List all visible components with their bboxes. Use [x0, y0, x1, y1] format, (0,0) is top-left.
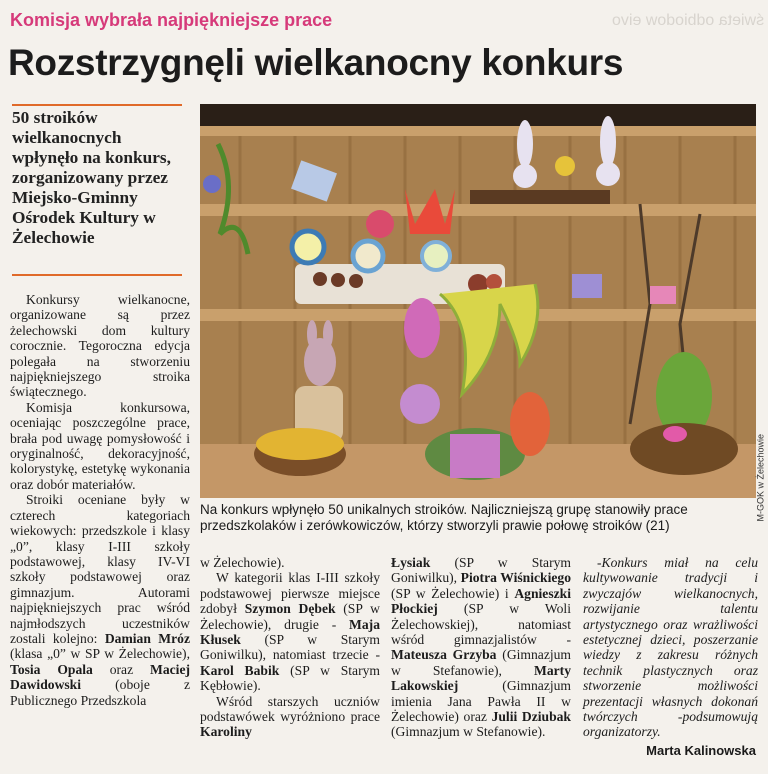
- photo-credit: M-GOK w Żelechowie: [756, 434, 766, 522]
- winner-name: Karol Babik: [200, 662, 280, 678]
- lead: 50 stroików wielkanocnych wpłynęło na konkurs, zorganizowany przez Miejsko-Gminny Ośrodek Kultury w Żelechowie: [12, 108, 171, 247]
- paragraph: Komisja konkursowa, oceniając poszczególne prace, brała pod uwagę pomysłowość i oryginalność, dekoracyjność, kolorystykę, estetykę wykonania oraz dobór materiałów.: [10, 399, 190, 492]
- winner-name: Agnieszki Płockiej: [391, 585, 571, 617]
- winner-name: Damian Mróz: [104, 630, 190, 646]
- winner-name: Tosia Opala: [10, 661, 93, 677]
- paragraph: w Żelechowie).: [200, 555, 285, 570]
- headline: Rozstrzygnęli wielkanocny konkurs: [8, 42, 624, 83]
- winner-name: Maja Kłusek: [200, 616, 380, 648]
- article-column-1: [10, 292, 190, 708]
- winner-name: Szymon Dębek: [244, 601, 336, 617]
- lead-rule-top: [12, 104, 182, 106]
- winner-name: Piotra Wiśnickiego: [460, 570, 571, 586]
- article-column-4: [583, 555, 758, 740]
- quote-paragraph: -Konkurs miał na celu kultywowanie tradycji i zwyczajów wielkanocnych, rozwijanie talentu artystycznego oraz wrażliwości estetycznej dzieci, poszerzanie wiedzy z zakresu różnych technik plastycznych oraz stworzenie możliwości prezentacji własnych dokonań twórczych -podsumowują organizatorzy.: [583, 555, 758, 740]
- easter-decorations-photo: [200, 104, 756, 498]
- bleed-through-text: świeta odbiodow eivo: [611, 12, 764, 29]
- winner-name: Łysiak: [391, 555, 431, 570]
- photo-caption: Na konkurs wpłynęło 50 unikalnych stroików. Najliczniejszą grupę stanowiły prace przedszkolaków i zerówkowiczów, którzy stworzyli prawie połowę stroików (21): [200, 502, 688, 533]
- winner-name: Maciej Dawidowski: [10, 661, 190, 693]
- paragraph: Wśród starszych uczniów podstawówek wyróżniono prace Karoliny: [200, 693, 380, 740]
- paragraph: Konkursy wielkanocne, organizowane są przez żelechowski dom kultury corocznie. Tegoroczna edycja polegała na stworzeniu najpiękniejszego stroika świątecznego.: [10, 292, 190, 400]
- kicker: Komisja wybrała najpiękniejsze prace: [10, 10, 333, 30]
- paragraph: Stroiki oceniane były w czterech kategoriach wiekowych: przedszkole i klasy „0”, klasy I-III szkoły podstawowej, klasy IV-VI szkoły podstawowej oraz gimnazjum. Autorami najpiękniejszych prac wśród najmłodszych uczestników zostali kolejno: Damian Mróz (klasa „0” w SP w Żelechowie), Tosia Opala oraz Maciej Dawidowski (oboje z Publicznego Przedszkola: [10, 492, 190, 708]
- winner-name: Mateusza Grzyba: [391, 647, 497, 663]
- author-byline: Marta Kalinowska: [646, 743, 756, 758]
- winner-name: Marty Lakowskiej: [391, 662, 571, 694]
- lead-rule-bottom: [12, 274, 182, 276]
- winner-name: Julii Dziubak: [491, 709, 571, 725]
- article-column-2: [200, 555, 380, 740]
- paragraph: Łysiak (SP w Starym Goniwilku), Piotra Wiśnickiego (SP w Żelechowie) i Agnieszki Płockiej (SP w Woli Żelechowskiej), natomiast wśród gimnazjalistów - Mateusza Grzyba (Gimnazjum w Stefanowie), Marty Lakowskiej (Gimnazjum imienia Jana Pawła II w Żelechowie) oraz Julii Dziubak (Gimnazjum w Stefanowie).: [391, 555, 572, 740]
- winner-name: Karoliny: [200, 724, 252, 740]
- paragraph: W kategorii klas I-III szkoły podstawowej pierwsze miejsce zdobył Szymon Dębek (SP w Żelechowie), drugie - Maja Kłusek (SP w Starym Goniwilku), natomiast trzecie - Karol Babik (SP w Starym Kębłowie).: [200, 570, 380, 694]
- article-column-3: [391, 555, 571, 740]
